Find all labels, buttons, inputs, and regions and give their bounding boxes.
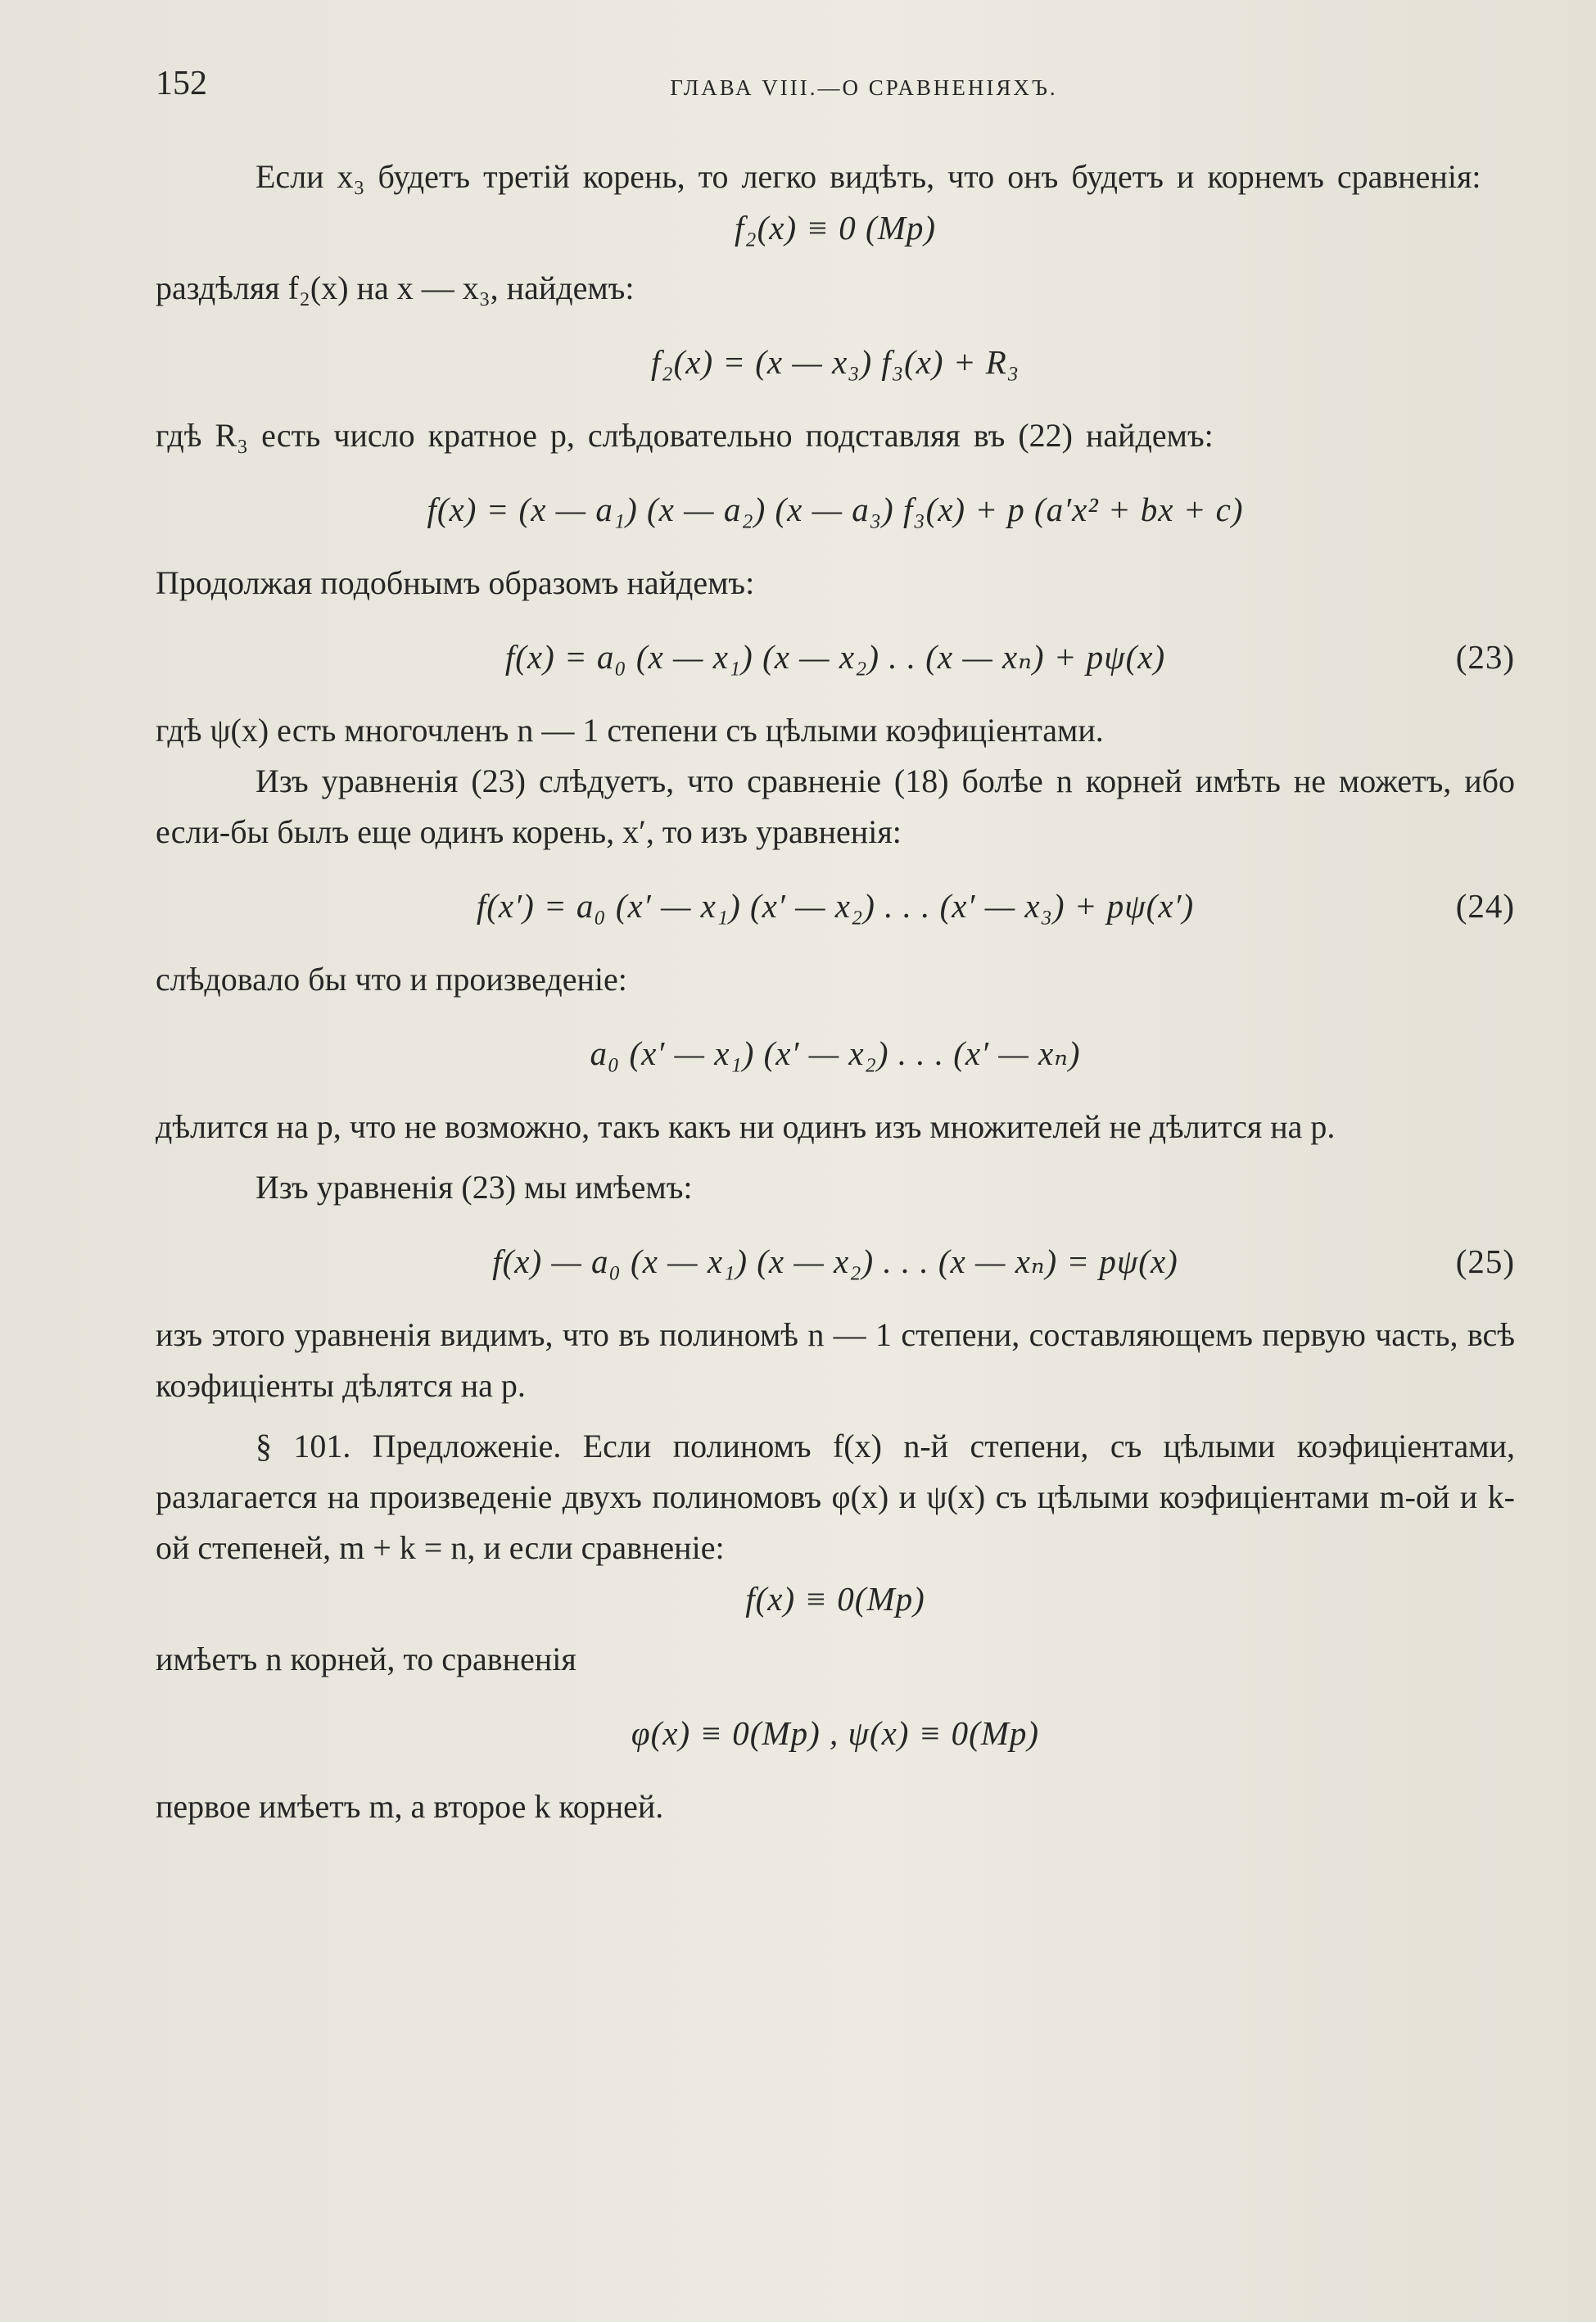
formula: f(x) = (x — a₁) (x — a₂) (x — a₃) f₃(x) + p (a′x² + bx + c): [427, 491, 1244, 528]
paragraph: Продолжая подобнымъ образомъ найдемъ:: [156, 564, 755, 601]
page-header: [156, 64, 1515, 113]
paragraph: Изъ уравненія (23) слѣдуетъ, что сравненіе (18) болѣе n корней имѣть не можетъ, ибо если-бы былъ еще одинъ корень, x′, то изъ уравненія:: [156, 763, 1515, 850]
page-body: [156, 152, 1515, 1832]
equation-number: (25): [1455, 1242, 1515, 1280]
formula: f(x) ≡ 0(Mp): [745, 1580, 925, 1618]
page-number: 152: [156, 65, 207, 102]
paragraph: гдѣ ψ(x) есть многочленъ n — 1 степени съ цѣлыми коэфиціентами.: [156, 712, 1104, 749]
formula-text: f(x) — a₀ (x — x₁) (x — x₂) . . . (x — xₙ) = pψ(x): [492, 1242, 1178, 1280]
formula: f₂(x) ≡ 0 (Mp): [734, 209, 937, 247]
paragraph: имѣетъ n корней, то сравненія: [156, 1641, 576, 1677]
running-title: ГЛАВА VIII.—О СРАВНЕНІЯХЪ.: [670, 75, 1058, 100]
paragraph: гдѣ R₃ есть число кратное p, слѣдовательно подставляя въ (22) найдемъ:: [156, 417, 1214, 454]
paragraph: Если x₃ будетъ третій корень, то легко видѣть, что онъ будетъ и корнемъ сравненія:: [255, 158, 1481, 195]
numbered-formula: [156, 631, 1515, 682]
paragraph: слѣдовало бы что и произведеніе:: [156, 961, 627, 998]
formula: φ(x) ≡ 0(Mp) , ψ(x) ≡ 0(Mp): [631, 1714, 1040, 1752]
paragraph: первое имѣетъ m, а второе k корней.: [156, 1788, 664, 1825]
paragraph: дѣлится на p, что не возможно, такъ какъ ни одинъ изъ множителей не дѣлится на p.: [156, 1108, 1336, 1145]
paragraph: изъ этого уравненія видимъ, что въ полиномѣ n — 1 степени, составляющемъ первую часть, всѣ коэфиціенты дѣлятся на p.: [156, 1316, 1515, 1404]
equation-number: (23): [1455, 638, 1515, 676]
paragraph: § 101. Предложеніе. Если полиномъ f(x) n-й степени, съ цѣлыми коэфиціентами, разлагается на произведеніе двухъ полиномовъ φ(x) и ψ(x) съ цѣлыми коэфиціентами m-ой и k-ой степеней, m + k = n, и если сравненіе:: [156, 1428, 1515, 1566]
paragraph: раздѣляя f₂(x) на x — x₃, найдемъ:: [156, 269, 635, 306]
paragraph: Изъ уравненія (23) мы имѣемъ:: [255, 1169, 693, 1206]
formula: f₂(x) = (x — x₃) f₃(x) + R₃: [650, 343, 1020, 381]
numbered-formula: [156, 880, 1515, 931]
formula-text: f(x) = a₀ (x — x₁) (x — x₂) . . (x — xₙ) + pψ(x): [504, 638, 1166, 676]
equation-number: (24): [1455, 887, 1515, 925]
formula-text: f(x′) = a₀ (x′ — x₁) (x′ — x₂) . . . (x′ — x₃) + pψ(x′): [476, 887, 1195, 925]
numbered-formula: [156, 1236, 1515, 1287]
formula: a₀ (x′ — x₁) (x′ — x₂) . . . (x′ — xₙ): [590, 1034, 1081, 1072]
